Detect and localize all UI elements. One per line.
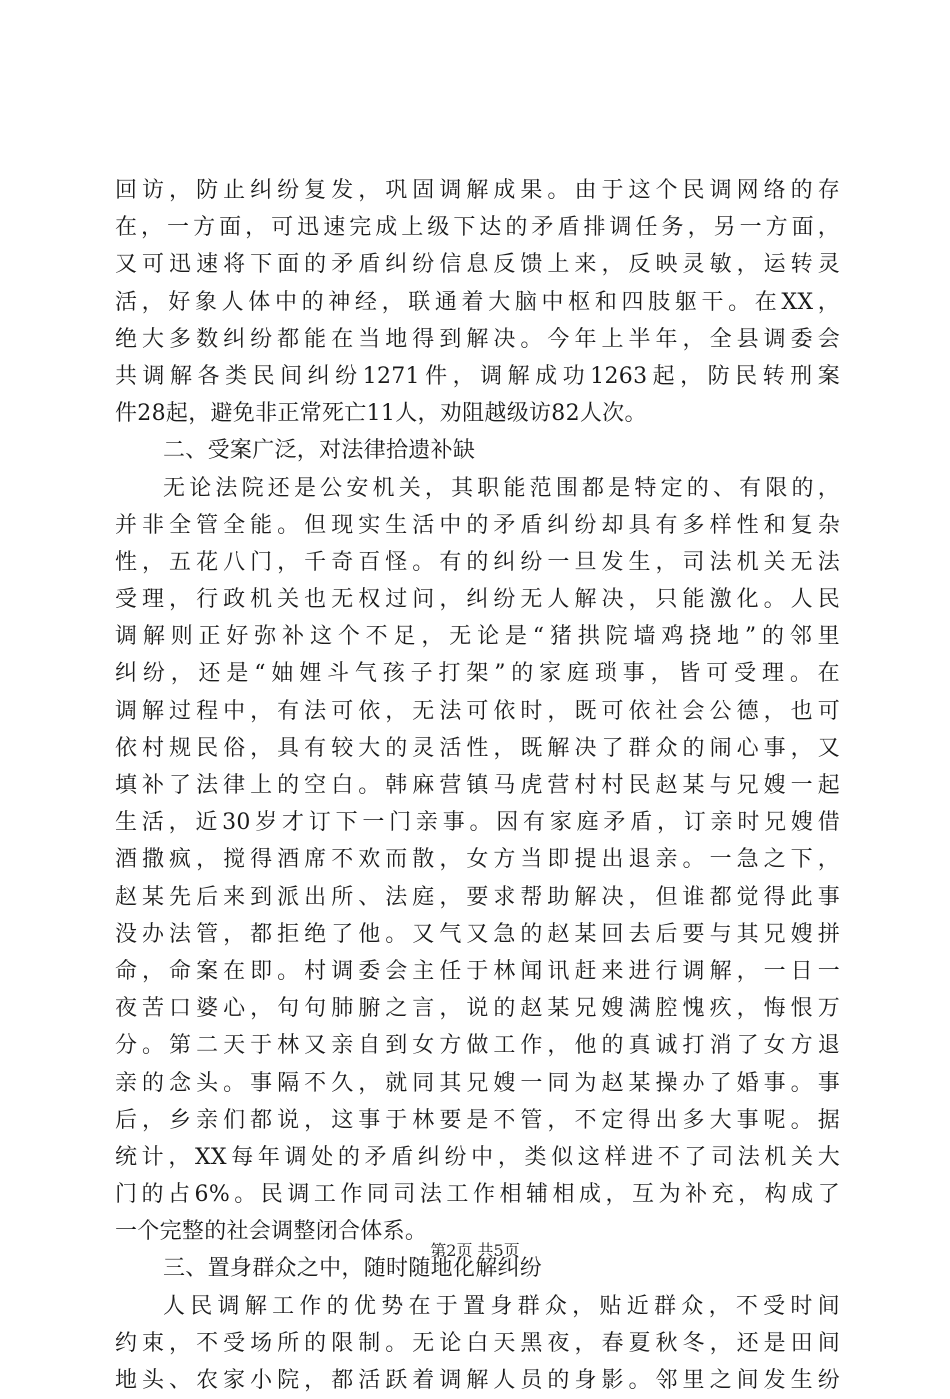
text-line: 调解则正好弥补这个不足，无论是“猪拱院墙鸡挠地”的邻里 [115,624,840,650]
page-number-label: 第2页 共5页 [430,1241,520,1260]
text-line: 活，好象人体中的神经，联通着大脑中枢和四肢躯干。在XX， [115,289,840,315]
text-line: 门的占6%。民调工作同司法工作相辅相成，互为补充，构成了 [115,1182,840,1208]
text-line: 依村规民俗，具有较大的灵活性，既解决了群众的闹心事，又 [115,735,840,761]
text-line: 约束，不受场所的限制。无论白天黑夜，春夏秋冬，还是田间 [115,1330,840,1356]
text-line: 生活，近30岁才订下一门亲事。因有家庭矛盾，订亲时兄嫂借 [115,810,840,836]
text-line: 又可迅速将下面的矛盾纠纷信息反馈上来，反映灵敏，运转灵 [115,252,840,278]
text-line: 性，五花八门，千奇百怪。有的纠纷一旦发生，司法机关无法 [115,549,840,575]
page-footer [0,1238,950,1261]
text-line: 人民调解工作的优势在于置身群众，贴近群众，不受时间 [163,1293,840,1319]
text-line: 二、受案广泛，对法律拾遗补缺 [163,438,476,464]
document-body [115,172,840,1399]
text-line: 三、置身群众之中，随时随地化解纠纷 [163,1256,543,1282]
text-line: 命，命案在即。村调委会主任于林闻讯赶来进行调解，一日一 [115,958,840,984]
text-line: 夜苦口婆心，句句肺腑之言，说的赵某兄嫂满腔愧疚，悔恨万 [115,996,840,1022]
text-line: 亲的念头。事隔不久，就同其兄嫂一同为赵某操办了婚事。事 [115,1070,840,1096]
text-line: 酒撒疯，搅得酒席不欢而散，女方当即提出退亲。一急之下， [115,847,840,873]
text-line: 赵某先后来到派出所、法庭，要求帮助解决，但谁都觉得此事 [115,884,840,910]
text-line: 没办法管，都拒绝了他。又气又急的赵某回去后要与其兄嫂拼 [115,921,840,947]
text-line: 并非全管全能。但现实生活中的矛盾纠纷却具有多样性和复杂 [115,512,840,538]
text-line: 分。第二天于林又亲自到女方做工作，他的真诚打消了女方退 [115,1033,840,1059]
text-line: 绝大多数纠纷都能在当地得到解决。今年上半年，全县调委会 [115,326,840,352]
text-line: 统计，XX每年调处的矛盾纠纷中，类似这样进不了司法机关大 [115,1144,840,1170]
text-line: 回访，防止纠纷复发，巩固调解成果。由于这个民调网络的存 [115,178,840,203]
text-line: 填补了法律上的空白。韩麻营镇马虎营村村民赵某与兄嫂一起 [115,773,840,798]
text-line: 件28起，避免非正常死亡11人，劝阻越级访82人次。 [115,401,647,427]
text-line: 调解过程中，有法可依，无法可依时，既可依社会公德，也可 [115,698,840,724]
text-line: 纠纷，还是“妯娌斗气孩子打架”的家庭琐事，皆可受理。在 [115,661,840,687]
text-line: 受理，行政机关也无权过问，纠纷无人解决，只能激化。人民 [115,587,840,613]
text-line: 后，乡亲们都说，这事于林要是不管，不定得出多大事呢。据 [115,1107,840,1133]
text-line: 无论法院还是公安机关，其职能范围都是特定的、有限的， [163,475,840,501]
text-line: 在，一方面，可迅速完成上级下达的矛盾排调任务，另一方面， [115,215,840,241]
text-line: 地头、农家小院，都活跃着调解人员的身影。邻里之间发生纷 [115,1368,840,1393]
text-line: 一个完整的社会调整闭合体系。 [115,1219,428,1245]
text-line: 共调解各类民间纠纷1271件，调解成功1263起，防民转刑案 [115,363,840,389]
